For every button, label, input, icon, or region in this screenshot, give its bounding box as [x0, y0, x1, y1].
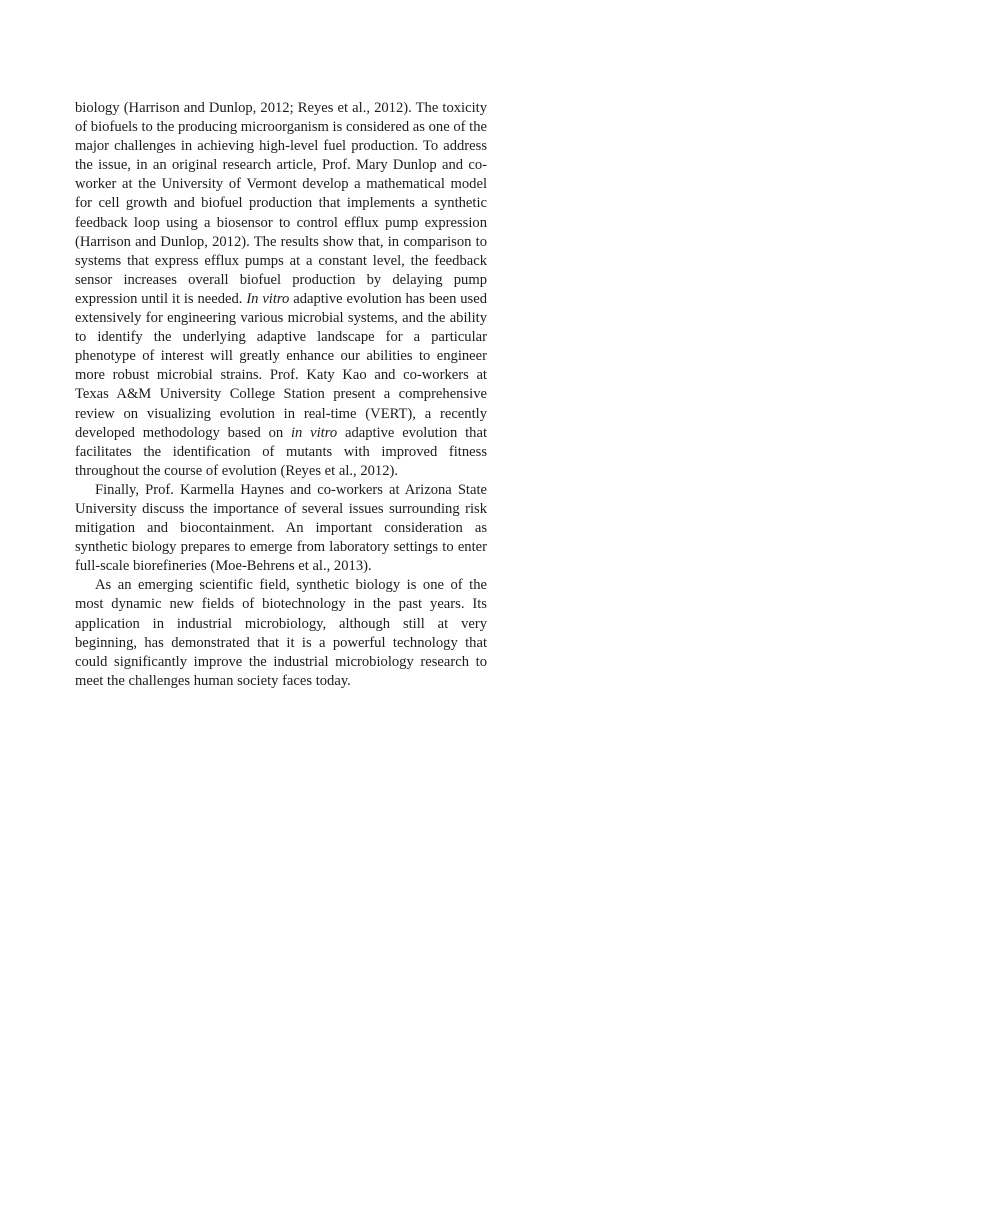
text-column	[75, 99, 487, 691]
paragraph-2	[75, 481, 487, 576]
paragraph-1-text-3: adaptive evolution that facilitates the identification of mutants with improved fitness throughout the course of evolution (Reyes et al., 2012).	[75, 424, 487, 479]
paragraph-3	[75, 576, 487, 691]
paragraph-1-text-1: biology (Harrison and Dunlop, 2012; Reyes et al., 2012). The toxicity of biofuels to the producing microorganism is considered as one of the major challenges in achieving high-level fuel production. To address the issue, in an original research article, Prof. Mary Dunlop and co-worker at the University of Vermont develop a mathematical model for cell growth and biofuel production that implements a synthetic feedback loop using a biosensor to control efflux pump expression (Harrison and Dunlop, 2012). The results show that, in comparison to systems that express efflux pumps at a constant level, the feedback sensor increases overall biofuel production by delaying pump expression until it is needed.	[75, 100, 487, 307]
paragraph-1-italic-in-vitro-1: In vitro	[246, 290, 290, 307]
paragraph-1-text-2: adaptive evolution has been used extensively for engineering various microbial systems, and the ability to identify the underlying adaptive landscape for a particular phenotype of interest will greatly enhance our abilities to engineer more robust microbial strains. Prof. Katy Kao and co-workers at Texas A&M University College Station present a comprehensive review on visualizing evolution in real-time (VERT), a recently developed methodology based on	[75, 290, 487, 441]
paragraph-1	[75, 99, 487, 481]
paragraph-3-text: As an emerging scientific field, synthetic biology is one of the most dynamic new fields of biotechnology in the past years. Its application in industrial microbiology, although still at very beginning, has demonstrated that it is a powerful technology that could significantly improve the industrial microbiology research to meet the challenges human society faces today.	[75, 577, 487, 689]
paragraph-2-text: Finally, Prof. Karmella Haynes and co-workers at Arizona State University discuss the importance of several issues surrounding risk mitigation and biocontainment. An important consideration as synthetic biology prepares to emerge from laboratory settings to enter full-scale biorefineries (Moe-Behrens et al., 2013).	[75, 481, 487, 575]
paragraph-1-italic-in-vitro-2: in vitro	[291, 424, 338, 441]
